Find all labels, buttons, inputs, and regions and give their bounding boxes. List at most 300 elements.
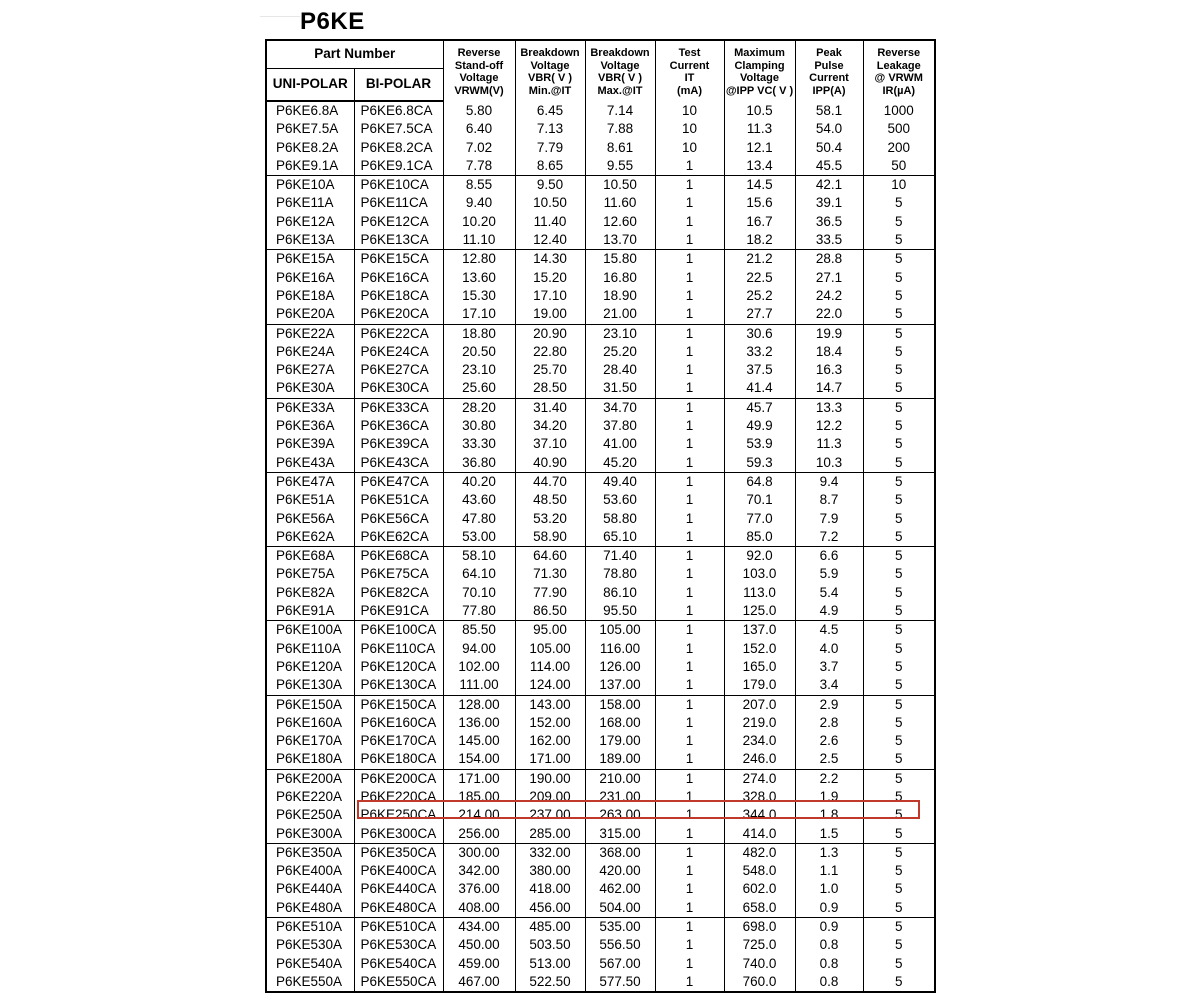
- ir-cell: 5: [863, 973, 935, 992]
- vrwm-cell: 43.60: [443, 491, 515, 509]
- page-title: P6KE: [300, 8, 365, 35]
- vbr-max-cell: 11.60: [585, 194, 655, 212]
- table-row: [266, 528, 935, 547]
- bi-polar-part: P6KE12CA: [354, 213, 443, 231]
- vbr-max-cell: 13.70: [585, 231, 655, 250]
- vc-cell: 25.2: [724, 287, 795, 305]
- it-cell: 1: [655, 287, 724, 305]
- ir-cell: 5: [863, 714, 935, 732]
- vc-cell: 740.0: [724, 955, 795, 973]
- bi-polar-part: P6KE7.5CA: [354, 120, 443, 138]
- uni-polar-part: P6KE39A: [266, 435, 354, 453]
- it-cell: 1: [655, 918, 724, 937]
- uni-polar-part: P6KE11A: [266, 194, 354, 212]
- ir-cell: 5: [863, 213, 935, 231]
- ipp-cell: 54.0: [795, 120, 863, 138]
- bi-polar-part: P6KE15CA: [354, 250, 443, 269]
- bi-polar-part: P6KE68CA: [354, 547, 443, 566]
- it-cell: 1: [655, 176, 724, 195]
- vbr-min-cell: 77.90: [515, 584, 585, 602]
- bi-polar-part: P6KE200CA: [354, 769, 443, 788]
- vrwm-cell: 70.10: [443, 584, 515, 602]
- vc-cell: 113.0: [724, 584, 795, 602]
- vc-cell: 12.1: [724, 139, 795, 157]
- vc-cell: 14.5: [724, 176, 795, 195]
- table-row: [266, 547, 935, 566]
- uni-polar-part: P6KE47A: [266, 472, 354, 491]
- ipp-cell: 11.3: [795, 435, 863, 453]
- it-cell: 1: [655, 324, 724, 343]
- uni-polar-part: P6KE10A: [266, 176, 354, 195]
- vc-cell: 22.5: [724, 269, 795, 287]
- vbr-max-cell: 15.80: [585, 250, 655, 269]
- uni-polar-part: P6KE300A: [266, 825, 354, 844]
- ipp-cell: 42.1: [795, 176, 863, 195]
- it-cell: 1: [655, 491, 724, 509]
- table-row: [266, 658, 935, 676]
- bi-polar-part: P6KE27CA: [354, 361, 443, 379]
- vc-cell: 77.0: [724, 510, 795, 528]
- table-row: [266, 435, 935, 453]
- table-row: [266, 584, 935, 602]
- vrwm-cell: 30.80: [443, 417, 515, 435]
- ir-cell: 5: [863, 472, 935, 491]
- ipp-cell: 33.5: [795, 231, 863, 250]
- ipp-cell: 7.9: [795, 510, 863, 528]
- uni-polar-part: P6KE27A: [266, 361, 354, 379]
- ir-cell: 10: [863, 176, 935, 195]
- bi-polar-part: P6KE220CA: [354, 788, 443, 806]
- vbr-min-cell: 285.00: [515, 825, 585, 844]
- it-cell: 1: [655, 398, 724, 417]
- table-row: [266, 343, 935, 361]
- table-row: [266, 640, 935, 658]
- table-row: [266, 305, 935, 324]
- it-cell: 1: [655, 788, 724, 806]
- ir-cell: 5: [863, 695, 935, 714]
- uni-polar-header: UNI-POLAR: [266, 69, 354, 102]
- ipp-cell: 3.7: [795, 658, 863, 676]
- vbr-max-cell: 535.00: [585, 918, 655, 937]
- uni-polar-part: P6KE9.1A: [266, 157, 354, 176]
- it-cell: 1: [655, 510, 724, 528]
- vbr-min-cell: 7.79: [515, 139, 585, 157]
- ipp-cell: 1.3: [795, 843, 863, 862]
- vrwm-cell: 40.20: [443, 472, 515, 491]
- table-row: [266, 973, 935, 992]
- bi-polar-part: P6KE47CA: [354, 472, 443, 491]
- header-line: Current: [809, 72, 849, 84]
- header-reverse-leakage: [863, 40, 935, 101]
- table-row: [266, 231, 935, 250]
- ipp-cell: 13.3: [795, 398, 863, 417]
- bi-polar-part: P6KE400CA: [354, 862, 443, 880]
- table-row: [266, 157, 935, 176]
- ir-cell: 5: [863, 862, 935, 880]
- vbr-max-cell: 210.00: [585, 769, 655, 788]
- table-row: [266, 194, 935, 212]
- vrwm-cell: 7.02: [443, 139, 515, 157]
- vbr-max-cell: 65.10: [585, 528, 655, 547]
- vc-cell: 10.5: [724, 101, 795, 120]
- vc-cell: 328.0: [724, 788, 795, 806]
- table-row: [266, 565, 935, 583]
- vrwm-cell: 154.00: [443, 750, 515, 769]
- vc-cell: 21.2: [724, 250, 795, 269]
- header-line: Pulse: [814, 59, 844, 72]
- it-cell: 1: [655, 194, 724, 212]
- uni-polar-part: P6KE350A: [266, 843, 354, 862]
- ipp-cell: 16.3: [795, 361, 863, 379]
- bi-polar-part: P6KE130CA: [354, 676, 443, 695]
- it-cell: 1: [655, 936, 724, 954]
- table-row: [266, 714, 935, 732]
- vrwm-cell: 111.00: [443, 676, 515, 695]
- vbr-max-cell: 263.00: [585, 806, 655, 824]
- vrwm-cell: 47.80: [443, 510, 515, 528]
- it-cell: 1: [655, 565, 724, 583]
- vbr-max-cell: 315.00: [585, 825, 655, 844]
- header-line: IR(µA): [882, 84, 916, 97]
- vc-cell: 27.7: [724, 305, 795, 324]
- bi-polar-part: P6KE540CA: [354, 955, 443, 973]
- ir-cell: 5: [863, 454, 935, 473]
- ir-cell: 200: [863, 139, 935, 157]
- table-row: [266, 250, 935, 269]
- uni-polar-part: P6KE56A: [266, 510, 354, 528]
- ipp-cell: 4.0: [795, 640, 863, 658]
- bi-polar-part: P6KE160CA: [354, 714, 443, 732]
- bi-polar-part: P6KE120CA: [354, 658, 443, 676]
- it-cell: 1: [655, 528, 724, 547]
- vrwm-cell: 77.80: [443, 602, 515, 621]
- vbr-min-cell: 28.50: [515, 379, 585, 398]
- vbr-max-cell: 179.00: [585, 732, 655, 750]
- vbr-max-cell: 116.00: [585, 640, 655, 658]
- vrwm-cell: 376.00: [443, 880, 515, 898]
- header-line: Leakage: [876, 59, 921, 72]
- vbr-min-cell: 22.80: [515, 343, 585, 361]
- vbr-min-cell: 40.90: [515, 454, 585, 473]
- vbr-max-cell: 189.00: [585, 750, 655, 769]
- ipp-cell: 2.9: [795, 695, 863, 714]
- header-line: IT: [684, 72, 695, 84]
- vbr-max-cell: 34.70: [585, 398, 655, 417]
- vbr-min-cell: 8.65: [515, 157, 585, 176]
- vbr-max-cell: 31.50: [585, 379, 655, 398]
- ir-cell: 5: [863, 750, 935, 769]
- it-cell: 1: [655, 250, 724, 269]
- it-cell: 1: [655, 973, 724, 992]
- ipp-cell: 0.9: [795, 899, 863, 918]
- ir-cell: 5: [863, 547, 935, 566]
- vbr-min-cell: 34.20: [515, 417, 585, 435]
- vbr-min-cell: 143.00: [515, 695, 585, 714]
- uni-polar-part: P6KE550A: [266, 973, 354, 992]
- vrwm-cell: 145.00: [443, 732, 515, 750]
- uni-polar-part: P6KE75A: [266, 565, 354, 583]
- ipp-cell: 9.4: [795, 472, 863, 491]
- vrwm-cell: 128.00: [443, 695, 515, 714]
- ir-cell: 5: [863, 806, 935, 824]
- ir-cell: 5: [863, 621, 935, 640]
- ir-cell: 5: [863, 491, 935, 509]
- it-cell: 1: [655, 269, 724, 287]
- vbr-min-cell: 485.00: [515, 918, 585, 937]
- vc-cell: 179.0: [724, 676, 795, 695]
- uni-polar-part: P6KE13A: [266, 231, 354, 250]
- ipp-cell: 3.4: [795, 676, 863, 695]
- vbr-min-cell: 10.50: [515, 194, 585, 212]
- uni-polar-part: P6KE8.2A: [266, 139, 354, 157]
- ir-cell: 5: [863, 194, 935, 212]
- uni-polar-part: P6KE68A: [266, 547, 354, 566]
- ir-cell: 5: [863, 918, 935, 937]
- vbr-max-cell: 168.00: [585, 714, 655, 732]
- bi-polar-part: P6KE350CA: [354, 843, 443, 862]
- uni-polar-part: P6KE91A: [266, 602, 354, 621]
- table-row: [266, 862, 935, 880]
- table-row: [266, 695, 935, 714]
- it-cell: 1: [655, 825, 724, 844]
- vbr-min-cell: 237.00: [515, 806, 585, 824]
- vbr-max-cell: 231.00: [585, 788, 655, 806]
- uni-polar-part: P6KE6.8A: [266, 101, 354, 120]
- ir-cell: 5: [863, 584, 935, 602]
- it-cell: 1: [655, 843, 724, 862]
- vbr-min-cell: 11.40: [515, 213, 585, 231]
- vrwm-cell: 102.00: [443, 658, 515, 676]
- it-cell: 1: [655, 880, 724, 898]
- it-cell: 1: [655, 750, 724, 769]
- vc-cell: 59.3: [724, 454, 795, 473]
- header-line: Voltage: [530, 59, 570, 72]
- vbr-max-cell: 137.00: [585, 676, 655, 695]
- vbr-min-cell: 513.00: [515, 955, 585, 973]
- ipp-cell: 2.5: [795, 750, 863, 769]
- vbr-min-cell: 31.40: [515, 398, 585, 417]
- ipp-cell: 2.8: [795, 714, 863, 732]
- ir-cell: 5: [863, 398, 935, 417]
- vc-cell: 274.0: [724, 769, 795, 788]
- table-row: [266, 621, 935, 640]
- table-row: [266, 510, 935, 528]
- ir-cell: 5: [863, 417, 935, 435]
- ipp-cell: 8.7: [795, 491, 863, 509]
- vbr-max-cell: 45.20: [585, 454, 655, 473]
- ir-cell: 500: [863, 120, 935, 138]
- ir-cell: 5: [863, 435, 935, 453]
- table-row: [266, 880, 935, 898]
- table-row: [266, 398, 935, 417]
- header-line: Test: [678, 47, 701, 59]
- vrwm-cell: 53.00: [443, 528, 515, 547]
- vc-cell: 37.5: [724, 361, 795, 379]
- vc-cell: 219.0: [724, 714, 795, 732]
- vbr-max-cell: 25.20: [585, 343, 655, 361]
- bi-polar-part: P6KE30CA: [354, 379, 443, 398]
- bi-polar-part: P6KE10CA: [354, 176, 443, 195]
- vc-cell: 92.0: [724, 547, 795, 566]
- table-row: [266, 936, 935, 954]
- vbr-max-cell: 86.10: [585, 584, 655, 602]
- bi-polar-part: P6KE20CA: [354, 305, 443, 324]
- header-line: VBR( V ): [528, 72, 572, 84]
- bi-polar-part: P6KE170CA: [354, 732, 443, 750]
- it-cell: 1: [655, 343, 724, 361]
- header-line: Current: [669, 59, 710, 72]
- vbr-max-cell: 504.00: [585, 899, 655, 918]
- vbr-min-cell: 503.50: [515, 936, 585, 954]
- uni-polar-part: P6KE250A: [266, 806, 354, 824]
- bi-polar-part: P6KE24CA: [354, 343, 443, 361]
- uni-polar-part: P6KE530A: [266, 936, 354, 954]
- table-row: [266, 472, 935, 491]
- header-line: Max.@IT: [597, 84, 643, 97]
- uni-polar-part: P6KE200A: [266, 769, 354, 788]
- ipp-cell: 50.4: [795, 139, 863, 157]
- it-cell: 1: [655, 417, 724, 435]
- table-row: [266, 361, 935, 379]
- uni-polar-part: P6KE170A: [266, 732, 354, 750]
- vc-cell: 658.0: [724, 899, 795, 918]
- it-cell: 1: [655, 899, 724, 918]
- vc-cell: 41.4: [724, 379, 795, 398]
- table-row: [266, 843, 935, 862]
- ir-cell: 5: [863, 565, 935, 583]
- vc-cell: 725.0: [724, 936, 795, 954]
- table-header: [266, 40, 935, 101]
- uni-polar-part: P6KE36A: [266, 417, 354, 435]
- vbr-min-cell: 332.00: [515, 843, 585, 862]
- ipp-cell: 58.1: [795, 101, 863, 120]
- vbr-max-cell: 58.80: [585, 510, 655, 528]
- uni-polar-part: P6KE220A: [266, 788, 354, 806]
- table-row: [266, 139, 935, 157]
- table-row: [266, 454, 935, 473]
- ir-cell: 1000: [863, 101, 935, 120]
- ipp-cell: 22.0: [795, 305, 863, 324]
- vbr-min-cell: 9.50: [515, 176, 585, 195]
- vbr-max-cell: 71.40: [585, 547, 655, 566]
- table-row: [266, 176, 935, 195]
- vbr-min-cell: 14.30: [515, 250, 585, 269]
- bi-polar-part: P6KE8.2CA: [354, 139, 443, 157]
- uni-polar-part: P6KE12A: [266, 213, 354, 231]
- vbr-min-cell: 152.00: [515, 714, 585, 732]
- table-row: [266, 750, 935, 769]
- ipp-cell: 19.9: [795, 324, 863, 343]
- vc-cell: 234.0: [724, 732, 795, 750]
- bi-polar-part: P6KE6.8CA: [354, 101, 443, 120]
- ir-cell: 5: [863, 825, 935, 844]
- ir-cell: 5: [863, 324, 935, 343]
- it-cell: 1: [655, 361, 724, 379]
- vc-cell: 18.2: [724, 231, 795, 250]
- ir-cell: 5: [863, 379, 935, 398]
- vbr-min-cell: 190.00: [515, 769, 585, 788]
- vbr-min-cell: 124.00: [515, 676, 585, 695]
- ipp-cell: 1.8: [795, 806, 863, 824]
- ipp-cell: 36.5: [795, 213, 863, 231]
- bi-polar-part: P6KE13CA: [354, 231, 443, 250]
- header-line: Voltage: [459, 72, 499, 84]
- vc-cell: 33.2: [724, 343, 795, 361]
- vbr-max-cell: 49.40: [585, 472, 655, 491]
- bi-polar-part: P6KE510CA: [354, 918, 443, 937]
- bi-polar-part: P6KE39CA: [354, 435, 443, 453]
- vrwm-cell: 467.00: [443, 973, 515, 992]
- header-test-current: [655, 40, 724, 101]
- header-max-clamping: [724, 40, 795, 101]
- table-row: [266, 769, 935, 788]
- vc-cell: 698.0: [724, 918, 795, 937]
- vrwm-cell: 450.00: [443, 936, 515, 954]
- header-breakdown-min: [515, 40, 585, 101]
- uni-polar-part: P6KE22A: [266, 324, 354, 343]
- ir-cell: 5: [863, 899, 935, 918]
- uni-polar-part: P6KE130A: [266, 676, 354, 695]
- bi-polar-part: P6KE62CA: [354, 528, 443, 547]
- it-cell: 1: [655, 732, 724, 750]
- header-line: @ VRWM: [874, 72, 923, 84]
- ipp-cell: 27.1: [795, 269, 863, 287]
- vrwm-cell: 171.00: [443, 769, 515, 788]
- it-cell: 1: [655, 379, 724, 398]
- it-cell: 10: [655, 101, 724, 120]
- vbr-min-cell: 171.00: [515, 750, 585, 769]
- vc-cell: 16.7: [724, 213, 795, 231]
- vrwm-cell: 18.80: [443, 324, 515, 343]
- ir-cell: 5: [863, 343, 935, 361]
- uni-polar-part: P6KE30A: [266, 379, 354, 398]
- title-rule: [260, 16, 300, 17]
- vrwm-cell: 15.30: [443, 287, 515, 305]
- bi-polar-part: P6KE530CA: [354, 936, 443, 954]
- it-cell: 1: [655, 547, 724, 566]
- vrwm-cell: 5.80: [443, 101, 515, 120]
- vbr-min-cell: 522.50: [515, 973, 585, 992]
- ipp-cell: 10.3: [795, 454, 863, 473]
- uni-polar-part: P6KE24A: [266, 343, 354, 361]
- vbr-max-cell: 41.00: [585, 435, 655, 453]
- header-line: (mA): [676, 84, 703, 97]
- vc-cell: 760.0: [724, 973, 795, 992]
- header-peak-pulse: [795, 40, 863, 101]
- vc-cell: 30.6: [724, 324, 795, 343]
- vrwm-cell: 6.40: [443, 120, 515, 138]
- it-cell: 1: [655, 658, 724, 676]
- ipp-cell: 14.7: [795, 379, 863, 398]
- vbr-min-cell: 37.10: [515, 435, 585, 453]
- it-cell: 1: [655, 213, 724, 231]
- ir-cell: 5: [863, 732, 935, 750]
- table-row: [266, 287, 935, 305]
- vc-cell: 64.8: [724, 472, 795, 491]
- vrwm-cell: 300.00: [443, 843, 515, 862]
- vbr-max-cell: 95.50: [585, 602, 655, 621]
- it-cell: 1: [655, 305, 724, 324]
- vbr-max-cell: 78.80: [585, 565, 655, 583]
- vrwm-cell: 28.20: [443, 398, 515, 417]
- ir-cell: 5: [863, 769, 935, 788]
- vc-cell: 125.0: [724, 602, 795, 621]
- vbr-max-cell: 105.00: [585, 621, 655, 640]
- it-cell: 1: [655, 602, 724, 621]
- table-row: [266, 899, 935, 918]
- vc-cell: 15.6: [724, 194, 795, 212]
- part-number-header: Part Number: [266, 40, 443, 69]
